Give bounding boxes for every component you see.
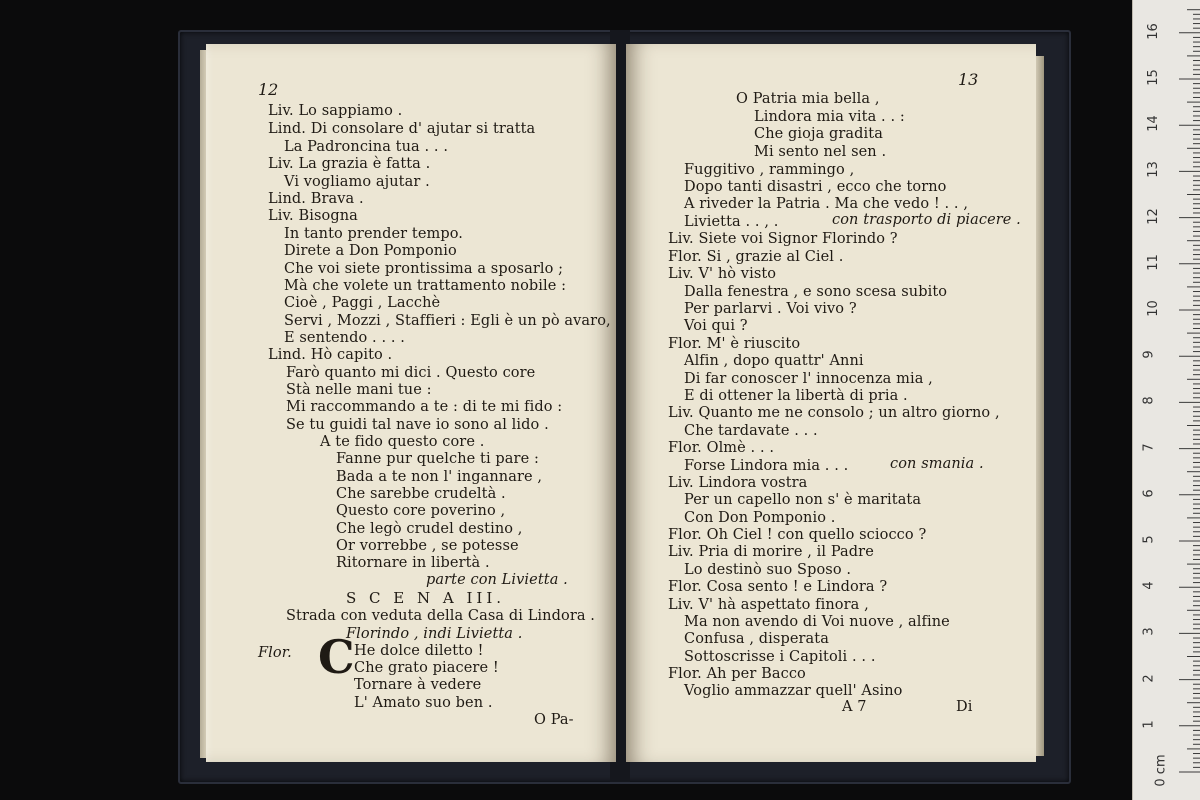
text-line: Voi qui ? [684,318,748,334]
text-line: Livietta . . , . [684,214,779,230]
text-line: Flor. Cosa sento ! e Lindora ? [668,579,888,595]
text-line: E sentendo . . . . [284,330,405,346]
ruler-label: 13 [1145,161,1161,179]
text-line: Liv. Quanto me ne consolo ; un altro giorno , [668,405,1000,421]
text-line: Flor. Ah per Bacco [668,666,806,682]
text-line: Che tardavate . . . [684,423,818,439]
ruler-label: 16 [1145,23,1161,40]
drop-cap: C [318,630,355,684]
ruler-label: 6 [1141,489,1157,498]
ruler-label: 10 [1145,300,1161,317]
text-line: Flor. Si , grazie al Ciel . [668,249,844,265]
text-line: Lo destinò suo Sposo . [684,562,852,578]
text-line: A te fido questo core . [320,434,485,450]
speaker-label: Flor. [258,645,292,661]
text-line: Che sarebbe crudeltà . [336,486,506,502]
text-line: Sottoscrisse i Capitoli . . . [684,649,876,665]
text-line: Liv. Siete voi Signor Florindo ? [668,231,898,247]
text-line: Fuggitivo , rammingo , [684,162,855,178]
ruler-label: 0 cm [1153,754,1169,787]
catchword: Di [956,699,973,715]
text-line: Che grato piacere ! [354,660,499,676]
text-line: Lind. Brava . [268,191,364,207]
ruler-label: 3 [1141,627,1157,637]
text-line: Voglio ammazzar quell' Asino [684,683,903,699]
text-line: Liv. La grazia è fatta . [268,156,431,172]
text-line: Lindora mia vita . . : [754,109,905,125]
text-line: Farò quanto mi dici . Questo core [286,365,536,381]
text-line: Mi raccommando a te : di te mi fido : [286,399,563,415]
ruler-label: 5 [1141,535,1157,544]
ruler-label: 7 [1141,442,1157,452]
text-line: Stà nelle mani tue : [286,382,432,398]
text-line: Per un capello non s' è maritata [684,492,922,508]
text-line: Questo core poverino , [336,503,506,519]
text-line: Ma non avendo di Voi nuove , alfine [684,614,950,630]
text-line: Se tu guidi tal nave io sono al lido . [286,417,549,433]
ruler-label: 9 [1141,350,1157,359]
text-line: Liv. Lindora vostra [668,475,808,491]
text-line: Liv. V' hò visto [668,266,777,282]
text-line: Mà che volete un trattamento nobile : [284,278,567,294]
text-line: Or vorrebbe , se potesse [336,538,519,554]
text-line: In tanto prender tempo. [284,226,464,242]
text-line: Liv. V' hà aspettato finora , [668,597,869,613]
text-line: Flor. M' è riuscito [668,336,801,352]
text-line: Ritornare in libertà . [336,555,490,571]
ruler-label: 12 [1145,207,1161,225]
text-line: Lind. Di consolare d' ajutar si tratta [268,121,536,137]
text-line: A riveder la Patria . Ma che vedo ! . . , [684,196,969,212]
measurement-ruler [1132,0,1200,800]
text-line: Bada a te non l' ingannare , [336,469,543,485]
left-page [206,44,616,762]
text-line: E di ottener la libertà di pria . [684,388,908,404]
scene-heading: S C E N A III. [346,589,506,607]
ruler-label: 14 [1145,115,1161,132]
text-line: Confusa , disperata [684,631,829,647]
scene-setting: Strada con veduta della Casa di Lindora . [286,608,596,624]
text-line: Servi , Mozzi , Staffieri : Egli è un pò avaro, [284,313,611,329]
text-line: Liv. Pria di morire , il Padre [668,544,874,560]
text-line: Che gioja gradita [754,126,883,142]
text-line: O Patria mia bella , [736,91,880,107]
text-line: Cioè , Paggi , Lacchè [284,295,441,311]
catchword: O Pa- [534,712,574,728]
text-line: Forse Lindora mia . . . [684,458,849,474]
text-line: Con Don Pomponio . [684,510,836,526]
text-line: Flor. Olmè . . . [668,440,775,456]
stage-direction: con smania . [890,456,984,472]
text-line: Che legò crudel destino , [336,521,523,537]
text-line: He dolce diletto ! [354,643,484,659]
ruler-label: 2 [1141,673,1157,683]
scene-characters: Florindo , indi Livietta . [346,626,523,642]
text-line: Direte a Don Pomponio [284,243,457,259]
text-line: Per parlarvi . Voi vivo ? [684,301,857,317]
text-line: Dalla fenestra , e sono scesa subito [684,284,948,300]
ruler-label: 15 [1145,69,1161,86]
ruler-label: 4 [1141,581,1157,590]
text-line: Tornare à vedere [354,677,482,693]
page-number: 12 [258,80,279,99]
text-line: Dopo tanti disastri , ecco che torno [684,179,947,195]
text-line: Flor. Oh Ciel ! con quello sciocco ? [668,527,927,543]
text-line: Liv. Lo sappiamo . [268,103,403,119]
stage-direction: parte con Livietta . [426,572,568,588]
page-number: 13 [958,70,979,89]
signature-mark: A 7 [842,699,867,715]
text-line: La Padroncina tua . . . [284,139,449,155]
text-line: Che voi siete prontissima a sposarlo ; [284,261,564,277]
text-line: L' Amato suo ben . [354,695,493,711]
stage-direction: con trasporto di piacere . [832,212,1021,228]
right-page [626,44,1036,762]
ruler-label: 8 [1141,396,1157,406]
text-line: Liv. Bisogna [268,208,358,224]
text-line: Fanne pur quelche ti pare : [336,451,539,467]
text-line: Lind. Hò capito . [268,347,393,363]
text-line: Alfin , dopo quattr' Anni [684,353,864,369]
ruler-label: 1 [1141,720,1157,729]
text-line: Mi sento nel sen . [754,144,887,160]
text-line: Vi vogliamo ajutar . [284,174,430,190]
text-line: Di far conoscer l' innocenza mia , [684,371,933,387]
ruler-label: 11 [1145,254,1161,271]
